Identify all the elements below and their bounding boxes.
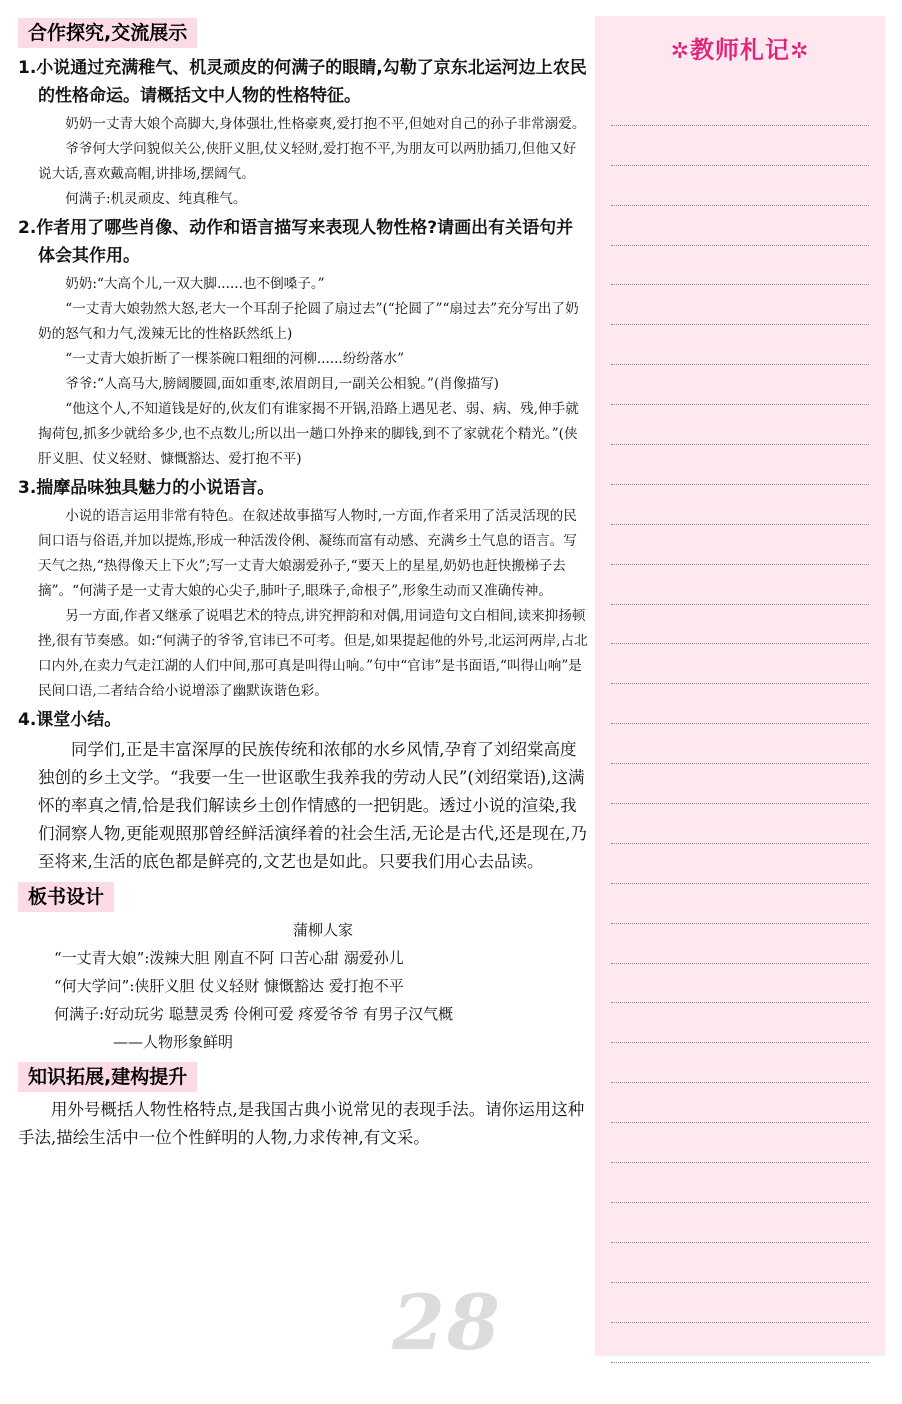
flower-icon: ✲: [670, 39, 690, 64]
answer-3-para-2: 另一方面,作者又继承了说唱艺术的特点,讲究押韵和对偶,用词造句文白相间,读来抑扬顿挫,很有节奏感。如:“何满子的爷爷,官讳已不可考。但是,如果提起他的外号,北运河两岸,占北口内外,在卖力气走江湖的人们中间,那可真是叫得山响。”句中“官讳”是书面语,“叫得山响”是民间口语,二者结合给小说增添了幽默诙谐色彩。: [38, 608, 588, 699]
teacher-notes-label: 教师札记: [690, 36, 790, 64]
note-line[interactable]: [611, 924, 869, 964]
note-line[interactable]: [611, 1163, 869, 1203]
note-line[interactable]: [611, 565, 869, 605]
answer-1-grandpa: 爷爷何大学问貌似关公,侠肝义胆,仗义轻财,爱打抱不平,为朋友可以两肋插刀,但他又好说大话,喜欢戴高帽,讲排场,摆阔气。: [38, 141, 577, 182]
answer-2-line-4: 爷爷:“人高马大,膀阔腰圆,面如重枣,浓眉朗目,一副关公相貌。”(肖像描写): [65, 376, 499, 392]
answer-1: [18, 112, 588, 212]
board-design: [18, 916, 588, 1056]
note-line[interactable]: [611, 206, 869, 246]
note-line[interactable]: [611, 86, 869, 126]
answer-2-line-5: “他这个人,不知道钱是好的,伙友们有谁家揭不开锅,沿路上遇见老、弱、病、残,伸手就掏荷包,抓多少就给多少,也不点数儿;所以出一趟口外挣来的脚钱,到不了家就花个精光。”(侠肝义胆、仗义轻财、慷慨豁达、爱打抱不平): [38, 401, 579, 467]
note-line[interactable]: [611, 1283, 869, 1323]
flower-icon: ✲: [790, 39, 810, 64]
note-lines: [611, 86, 869, 1363]
section-heading-extend: 知识拓展,建构提升: [18, 1062, 197, 1092]
question-2: 2.作者用了哪些肖像、动作和语言描写来表现人物性格?请画出有关语句并体会其作用。: [18, 218, 574, 266]
note-line[interactable]: [611, 325, 869, 365]
answer-2-line-2: “一丈青大娘勃然大怒,老大一个耳刮子抡圆了扇过去”(“抡圆了”“扇过去”充分写出了奶奶的怒气和力气,泼辣无比的性格跃然纸上): [38, 301, 579, 342]
note-line[interactable]: [611, 1203, 869, 1243]
answer-1-grandma: 奶奶一丈青大娘个高脚大,身体强壮,性格豪爽,爱打抱不平,但她对自己的孙子非常溺爱。: [65, 116, 586, 132]
answer-3: [18, 504, 588, 704]
note-line[interactable]: [611, 525, 869, 565]
note-line[interactable]: [611, 844, 869, 884]
page-number: 28: [392, 1278, 502, 1367]
teacher-notes-title: [595, 30, 885, 65]
question-3: 3.揣摩品味独具魅力的小说语言。: [18, 478, 275, 498]
note-line[interactable]: [611, 166, 869, 206]
note-line[interactable]: [611, 884, 869, 924]
board-title: 蒲柳人家: [292, 921, 353, 939]
question-4: 4.课堂小结。: [18, 710, 122, 730]
answer-1-manzi: 何满子:机灵顽皮、纯真稚气。: [65, 191, 247, 207]
teacher-notes-panel: [595, 16, 885, 1356]
note-line[interactable]: [611, 605, 869, 645]
answer-3-para-1: 小说的语言运用非常有特色。在叙述故事描写人物时,一方面,作者采用了活灵活现的民间口语与俗语,并加以提炼,形成一种活泼伶俐、凝练而富有动感、充满乡土气息的语言。写天气之热,“热得像天上下火”;写一丈青大娘溺爱孙子,“要天上的星星,奶奶也赶快搬梯子去摘”。“何满子是一丈青大娘的心尖子,肺叶子,眼珠子,命根子”,形象生动而又准确传神。: [38, 508, 577, 599]
note-line[interactable]: [611, 644, 869, 684]
note-line[interactable]: [611, 405, 869, 445]
extension-task: 用外号概括人物性格特点,是我国古典小说常见的表现手法。请你运用这种手法,描绘生活中一位个性鲜明的人物,力求传神,有文采。: [18, 1100, 585, 1147]
note-line[interactable]: [611, 445, 869, 485]
note-line[interactable]: [611, 684, 869, 724]
note-line[interactable]: [611, 485, 869, 525]
question-1: 1.小说通过充满稚气、机灵顽皮的何满子的眼睛,勾勒了京东北运河边上农民的性格命运。请概括文中人物的性格特征。: [18, 58, 587, 106]
note-line[interactable]: [611, 1043, 869, 1083]
class-summary: 同学们,正是丰富深厚的民族传统和浓郁的水乡风情,孕育了刘绍棠高度独创的乡土文学。“我要一生一世讴歌生我养我的劳动人民”(刘绍棠语),这满怀的率真之情,恰是我们解读乡土创作情感的一把钥匙。透过小说的渲染,我们洞察人物,更能观照那曾经鲜活演绎着的社会生活,无论是古代,还是现在,乃至将来,生活的底色都是鲜亮的,文艺也是如此。只要我们用心去品读。: [38, 740, 587, 871]
note-line[interactable]: [611, 1003, 869, 1043]
note-line[interactable]: [611, 1123, 869, 1163]
note-line[interactable]: [611, 1323, 869, 1363]
answer-2-line-1: 奶奶:“大高个儿,一双大脚......也不倒嗓子。”: [65, 276, 325, 292]
note-line[interactable]: [611, 1083, 869, 1123]
main-content: [18, 16, 588, 1152]
answer-2-line-3: “一丈青大娘折断了一棵茶碗口粗细的河柳......纷纷落水”: [65, 351, 405, 367]
note-line[interactable]: [611, 365, 869, 405]
section-heading-cooperate: 合作探究,交流展示: [18, 18, 197, 48]
note-line[interactable]: [611, 964, 869, 1004]
board-line-manzi: 何满子:好动玩劣 聪慧灵秀 伶俐可爱 疼爱爷爷 有男子汉气概: [54, 1005, 454, 1023]
note-line[interactable]: [611, 126, 869, 166]
section-heading-board: 板书设计: [18, 882, 114, 912]
answer-2: [18, 272, 588, 472]
note-line[interactable]: [611, 285, 869, 325]
note-line[interactable]: [611, 764, 869, 804]
board-conclusion: ——人物形象鲜明: [113, 1033, 234, 1051]
board-line-grandma: “一丈青大娘”:泼辣大胆 刚直不阿 口苦心甜 溺爱孙儿: [54, 949, 404, 967]
note-line[interactable]: [611, 804, 869, 844]
note-line[interactable]: [611, 1243, 869, 1283]
note-line[interactable]: [611, 724, 869, 764]
board-line-grandpa: “何大学问”:侠肝义胆 仗义轻财 慷慨豁达 爱打抱不平: [54, 977, 404, 995]
note-line[interactable]: [611, 246, 869, 286]
